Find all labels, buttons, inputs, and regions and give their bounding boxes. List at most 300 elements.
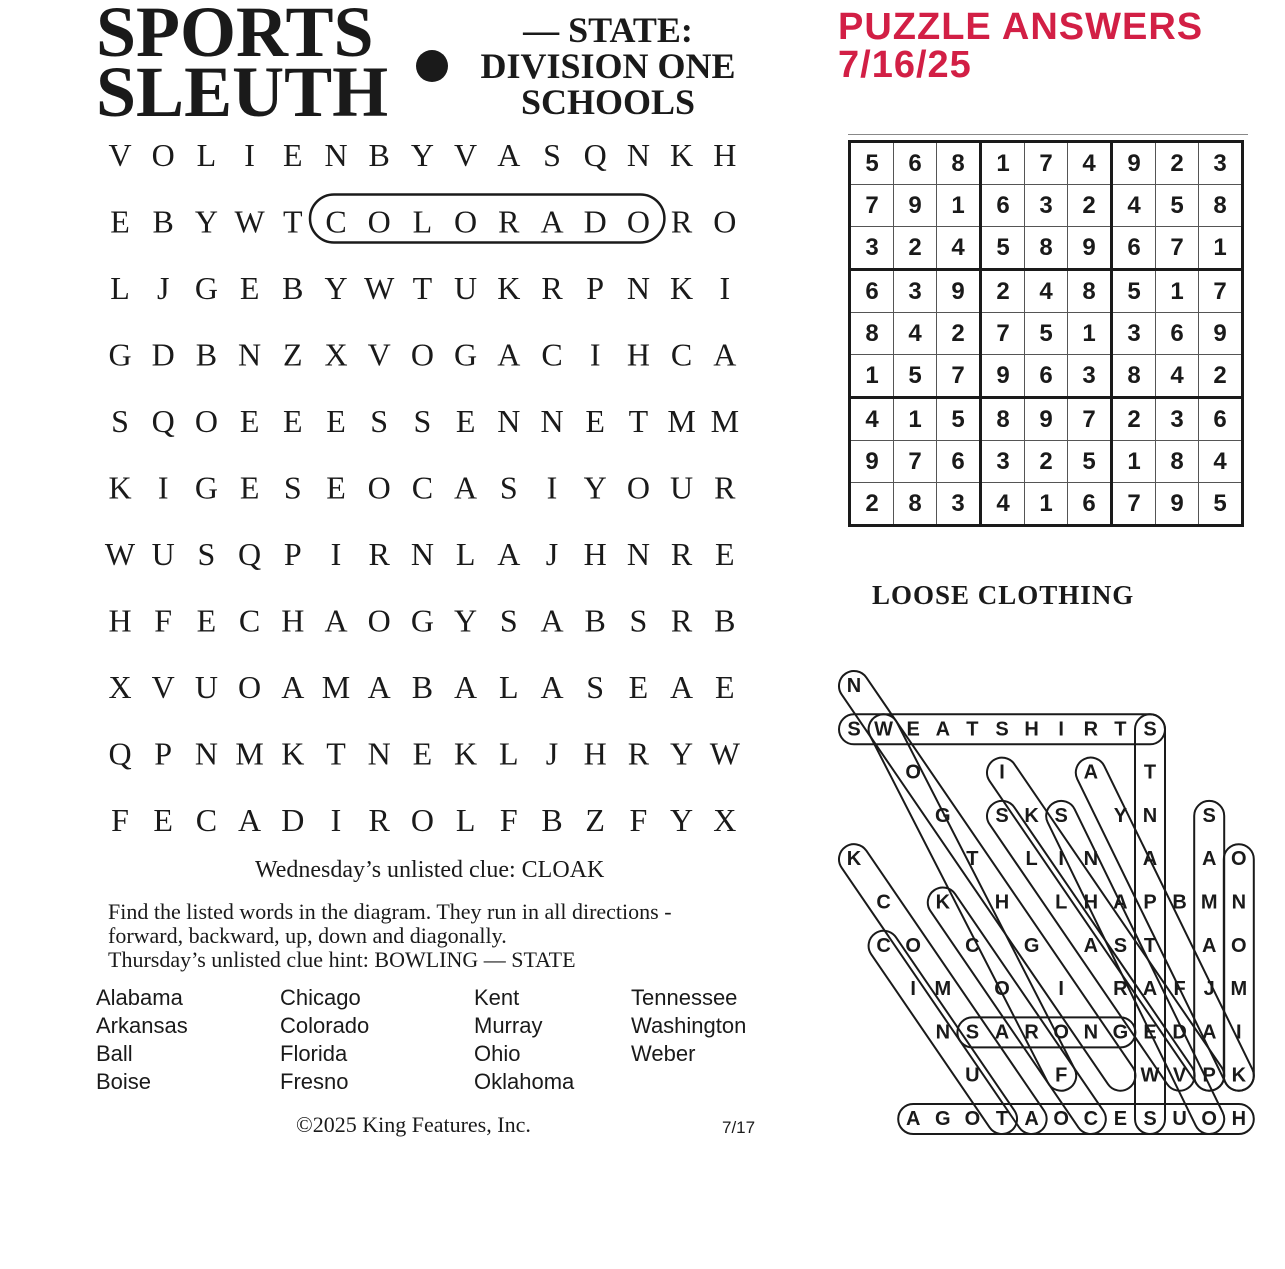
word-list-item: Oklahoma [474,1069,575,1094]
sudoku-cell: 7 [1025,142,1068,185]
grid-letter: H [713,137,737,173]
grid-letter: S [499,469,518,506]
grid-letter: C [541,336,563,373]
loose-clothing-word-search [830,660,1270,1150]
grid-letter: L [499,735,519,772]
sudoku-cell: 2 [850,483,894,526]
grid-letter: O [367,602,391,639]
puzzle-letter: Y [1113,804,1128,827]
sudoku-cell: 6 [1156,313,1199,355]
word-list-item: Alabama [96,985,183,1010]
puzzle-letter: R [1083,718,1099,741]
sudoku-row [850,355,1243,398]
grid-letter: K [281,735,305,772]
grid-letter: A [497,336,521,373]
grid-letter: I [157,469,169,506]
grid-letter: B [195,336,218,373]
sudoku-cell: 6 [1199,398,1243,441]
sudoku-cell: 1 [937,185,981,227]
puzzle-letter: N [1083,848,1099,871]
answers-title-line-1: PUZZLE ANSWERS [838,6,1204,48]
sudoku-cell: 1 [850,355,894,398]
grid-letter: V [108,137,132,173]
sudoku-cell: 6 [1025,355,1068,398]
grid-letter: A [281,669,305,705]
puzzle-letter: A [1083,934,1099,957]
page-number: 7/17 [722,1118,756,1137]
grid-letter: P [154,735,173,772]
sudoku-row [850,398,1243,441]
sudoku-cell: 7 [1068,398,1112,441]
grid-letter: A [497,137,521,173]
grid-letter: K [108,469,132,506]
grid-letter: Y [194,203,218,240]
sudoku-cell: 2 [1112,398,1156,441]
sudoku-cell: 4 [1068,142,1112,185]
grid-letter: L [455,536,476,572]
grid-letter: S [413,403,432,439]
puzzle-letter: C [876,891,891,914]
puzzle-letter: O [994,978,1010,1001]
grid-letter: F [111,802,129,838]
grid-letter: I [719,270,731,306]
grid-letter: K [670,137,694,173]
grid-letter: N [324,137,348,173]
grid-letter: R [498,203,520,240]
grid-letter: D [583,203,607,240]
instruction-line: forward, backward, up, down and diagonally. [108,923,507,948]
grid-letter: E [715,669,735,705]
grid-letter: Z [585,802,605,838]
grid-letter: A [497,536,521,572]
sudoku-cell: 9 [1025,398,1068,441]
sudoku-cell: 8 [1068,270,1112,313]
sudoku-cell: 2 [894,227,937,270]
puzzle-letter: E [1113,1108,1128,1130]
grid-letter: M [667,403,696,439]
sudoku-cell: 8 [981,398,1025,441]
sudoku-cell: 1 [1025,483,1068,526]
grid-letter: N [626,137,650,173]
sudoku-cell: 4 [937,227,981,270]
sudoku-cell: 9 [1199,313,1243,355]
grid-letter: B [714,602,736,639]
sudoku-cell: 8 [1112,355,1156,398]
sudoku-cell: 2 [937,313,981,355]
sudoku-cell: 5 [981,227,1025,270]
puzzle-letter: I [1236,1021,1242,1044]
puzzle-letter: S [965,1021,980,1044]
puzzle-letter: A [1083,761,1099,784]
sudoku-cell: 5 [1156,185,1199,227]
grid-letter: I [244,137,255,173]
grid-letter: K [454,735,478,772]
grid-letter: U [670,469,694,506]
grid-letter: O [410,336,434,373]
grid-letter: A [454,469,478,506]
sudoku-cell: 2 [1068,185,1112,227]
puzzle-letter: F [1173,978,1186,1001]
grid-letter: H [281,602,305,639]
puzzle-letter: K [1231,1064,1247,1087]
puzzle-letter: C [965,934,980,957]
grid-letter: S [111,403,129,439]
grid-letter: T [326,735,346,772]
grid-letter: R [714,469,736,506]
puzzle-letter: O [905,934,921,957]
puzzle-letter: W [1140,1064,1160,1087]
puzzle-letter: G [1023,934,1040,957]
puzzle-letter: H [994,891,1010,914]
grid-letter: L [455,802,476,838]
sudoku-cell: 2 [1199,355,1243,398]
grid-letter: G [454,336,478,373]
grid-letter: E [239,270,260,306]
puzzle-letter: J [1203,978,1215,1001]
word-list-item: Weber [631,1041,696,1066]
answers-title [838,8,1203,84]
word-list-column [96,984,188,1096]
grid-letter: M [235,735,264,772]
grid-letter: F [499,802,518,838]
grid-letter: E [283,403,303,439]
grid-letter: A [238,802,262,838]
grid-letter: X [108,669,132,705]
grid-letter: F [154,602,173,639]
sudoku-cell: 9 [937,270,981,313]
grid-letter: D [151,336,175,373]
puzzle-letter: A [1201,934,1217,957]
sudoku-cell: 4 [1112,185,1156,227]
puzzle-letter: R [1113,978,1128,1001]
grid-letter: Y [454,602,478,639]
grid-letter: I [330,802,342,838]
puzzle-letter: O [1231,848,1247,871]
puzzle-letter: S [995,718,1009,741]
unlisted-clue: Wednesday’s unlisted clue: CLOAK [255,857,605,883]
puzzle-letter: A [994,1021,1010,1044]
grid-letter: Q [151,403,175,439]
grid-letter: N [626,270,650,306]
sudoku-cell: 6 [981,185,1025,227]
grid-letter: M [710,403,740,439]
puzzle-letter: A [1201,1021,1217,1044]
puzzle-letter: O [1201,1108,1217,1130]
grid-letter: E [239,403,260,439]
sudoku-cell: 2 [1025,441,1068,483]
sudoku-cell: 8 [1199,185,1243,227]
puzzle-letter: T [995,1108,1009,1130]
grid-letter: R [670,203,693,240]
grid-letter: E [715,536,735,572]
grid-letter: G [194,270,218,306]
grid-letter: Q [238,536,262,572]
sudoku-cell: 3 [1025,185,1068,227]
grid-letter: A [367,669,391,705]
grid-letter: O [367,469,391,506]
grid-letter: F [629,802,648,838]
sudoku-cell: 8 [850,313,894,355]
grid-letter: A [540,669,564,705]
sudoku-cell: 2 [981,270,1025,313]
puzzle-letter: T [1143,934,1157,957]
grid-letter: N [497,403,521,439]
grid-letter: U [454,270,478,306]
sudoku-cell: 5 [894,355,937,398]
copyright: ©2025 King Features, Inc. [296,1112,531,1137]
grid-letter: E [283,137,303,173]
sudoku-cell: 4 [894,313,937,355]
title-sleuth: SLEUTH [96,52,389,132]
grid-letter: Y [324,270,348,306]
word-list-item: Chicago [280,985,361,1010]
puzzle-letter: P [1143,891,1157,914]
grid-letter: K [497,270,521,306]
sudoku-cell: 6 [894,142,937,185]
grid-letter: B [152,203,174,240]
sudoku-cell: 4 [981,483,1025,526]
answers-date: 7/16/25 [838,44,972,86]
grid-letter: E [110,203,130,240]
sudoku-cell: 4 [1156,355,1199,398]
grid-letter: H [626,336,650,373]
sudoku-cell: 8 [1025,227,1068,270]
puzzle-letter: G [935,1108,951,1130]
puzzle-letter: I [1058,718,1064,741]
sudoku-cell: 9 [894,185,937,227]
puzzle-letter: S [1054,804,1068,827]
grid-letter: R [670,536,693,572]
puzzle-letter: E [906,718,920,741]
grid-letter: P [586,270,605,306]
title-sports: SPORTS [96,0,374,72]
grid-letter: L [196,137,217,173]
grid-letter: V [367,336,391,373]
sudoku-cell: 7 [1112,483,1156,526]
sudoku-cell: 5 [1068,441,1112,483]
puzzle-letter: L [1025,848,1038,871]
grid-letter: V [151,669,175,705]
word-list-column [631,984,746,1068]
subtitle-line-2: DIVISION ONE [480,46,736,86]
puzzle-letter: V [1172,1064,1187,1087]
grid-letter: R [627,735,650,772]
grid-letter: E [326,403,346,439]
puzzle-letter: M [1200,891,1218,914]
word-list-item: Arkansas [96,1013,188,1038]
sudoku-cell: 3 [1112,313,1156,355]
answer-loop [922,882,1112,1140]
puzzle-letter: E [1143,1021,1157,1044]
puzzle-letter: U [965,1064,980,1087]
answer-circle [310,195,664,243]
grid-letter: T [283,203,303,240]
grid-letter: A [540,203,564,240]
grid-letter: E [585,403,605,439]
puzzle-letter: N [1083,1021,1099,1044]
sudoku-cell: 7 [894,441,937,483]
word-list-item: Murray [474,1013,543,1038]
grid-letter: P [283,536,302,572]
grid-letter: T [412,270,433,306]
puzzle-letter: A [1024,1108,1039,1130]
answer-loop [1224,844,1254,1090]
sudoku-cell: 7 [981,313,1025,355]
puzzle-letter: T [966,848,979,871]
grid-letter: M [321,669,351,705]
grid-letter: B [541,802,563,838]
grid-letter: G [194,469,218,506]
sudoku-row [850,483,1243,526]
word-list-item: Washington [631,1013,747,1038]
sudoku-cell: 5 [1199,483,1243,526]
sudoku-cell: 8 [894,483,937,526]
grid-letter: H [108,602,132,639]
grid-letter: W [709,735,740,772]
sudoku-cell: 4 [1199,441,1243,483]
puzzle-letter: A [1142,978,1158,1001]
puzzle-letter: M [1230,978,1248,1001]
puzzle-letter: K [846,848,862,871]
sudoku-cell: 4 [1025,270,1068,313]
grid-letter: S [543,137,561,173]
grid-letter: O [238,669,262,705]
grid-letter: R [368,802,390,838]
sudoku-cell: 3 [850,227,894,270]
sudoku-cell: 4 [850,398,894,441]
grid-letter: T [628,403,649,439]
grid-letter: S [197,536,216,572]
grid-letter: S [586,669,605,705]
sudoku-row [850,270,1243,313]
grid-letter: A [324,602,348,639]
subtitle-line-3: SCHOOLS [520,82,696,122]
sudoku-cell: 8 [937,142,981,185]
sudoku-cell: 3 [981,441,1025,483]
grid-letter: C [411,469,434,506]
grid-letter: N [238,336,262,373]
sudoku-cell: 5 [850,142,894,185]
grid-letter: L [499,669,519,705]
grid-letter: Q [108,735,132,772]
grid-letter: O [454,203,478,240]
puzzle-letter: N [1142,804,1158,827]
sudoku-cell: 5 [1025,313,1068,355]
grid-letter: Y [670,735,694,772]
sudoku-cell: 3 [1068,355,1112,398]
grid-letter: I [546,469,558,506]
grid-letter: R [368,536,390,572]
puzzle-letter: P [1202,1064,1216,1087]
puzzle-letter: S [847,718,861,741]
word-list-item: Florida [280,1041,348,1066]
grid-letter: D [281,802,305,838]
sudoku-row [850,313,1243,355]
grid-letter: J [545,536,559,572]
grid-letter: J [545,735,559,772]
sudoku-cell: 3 [894,270,937,313]
grid-letter: E [239,469,260,506]
answer-loop [981,752,1230,1097]
sudoku-cell: 1 [1068,313,1112,355]
grid-letter: L [110,270,130,306]
grid-letter: I [330,536,342,572]
puzzle-letter: H [1024,718,1039,741]
grid-letter: B [411,669,434,705]
grid-letter: G [410,602,434,639]
puzzle-letter: I [1058,978,1064,1001]
puzzle-letter: C [1083,1108,1099,1130]
divider-line [848,134,1248,135]
grid-letter: A [540,602,564,639]
instruction-line: Thursday’s unlisted clue hint: BOWLING — STATE [108,947,576,972]
word-list-item: Colorado [280,1013,370,1038]
grid-letter: O [626,203,650,240]
sudoku-cell: 3 [1156,398,1199,441]
grid-letter: I [589,336,601,373]
puzzle-letter: L [1055,891,1068,914]
grid-letter: Y [583,469,607,506]
sudoku-cell: 6 [850,270,894,313]
puzzle-letter: S [1202,804,1216,827]
puzzle-letter: R [1024,1021,1039,1044]
sudoku-cell: 6 [937,441,981,483]
sudoku-cell: 3 [1199,142,1243,185]
word-list-item: Kent [474,985,520,1010]
sudoku-cell: 9 [1156,483,1199,526]
sudoku-cell: 1 [894,398,937,441]
word-list-item: Fresno [280,1069,349,1094]
grid-letter: N [540,403,564,439]
sudoku-cell: 7 [850,185,894,227]
puzzle-letter: U [1172,1108,1187,1130]
grid-letter: S [283,469,302,506]
puzzle-letter: A [935,718,951,741]
puzzle-letter: N [1231,891,1247,914]
puzzle-letter: S [1113,934,1128,957]
puzzle-letter: H [1083,891,1099,914]
instruction-line: Find the listed words in the diagram. They run in all directions - [108,899,672,924]
puzzle-letter: O [905,761,921,784]
sudoku-cell: 9 [1068,227,1112,270]
sudoku-cell: 5 [1112,270,1156,313]
puzzle-letter: S [1143,718,1157,741]
puzzle-letter: F [1055,1064,1068,1087]
puzzle-letter: S [1143,1108,1157,1130]
grid-letter: L [412,203,433,240]
puzzle-letter: G [1112,1021,1129,1044]
sudoku-cell: 3 [937,483,981,526]
grid-letter: R [541,270,563,306]
grid-letter: G [108,336,132,373]
grid-letter: O [151,137,175,173]
puzzle-letter: N [846,675,862,697]
grid-letter: C [325,203,347,240]
sudoku-cell: 1 [981,142,1025,185]
sudoku-cell: 9 [981,355,1025,398]
grid-letter: N [194,735,218,772]
puzzle-letter: I [1058,848,1064,871]
sudoku-cell: 7 [937,355,981,398]
word-list-column [474,984,574,1096]
sudoku-row [850,441,1243,483]
puzzle-letter: I [910,978,916,1001]
puzzle-letter: S [995,804,1009,827]
grid-letter: U [194,669,218,705]
grid-letter: E [455,403,476,439]
grid-letter: C [195,802,218,838]
grid-letter: Z [283,336,303,373]
